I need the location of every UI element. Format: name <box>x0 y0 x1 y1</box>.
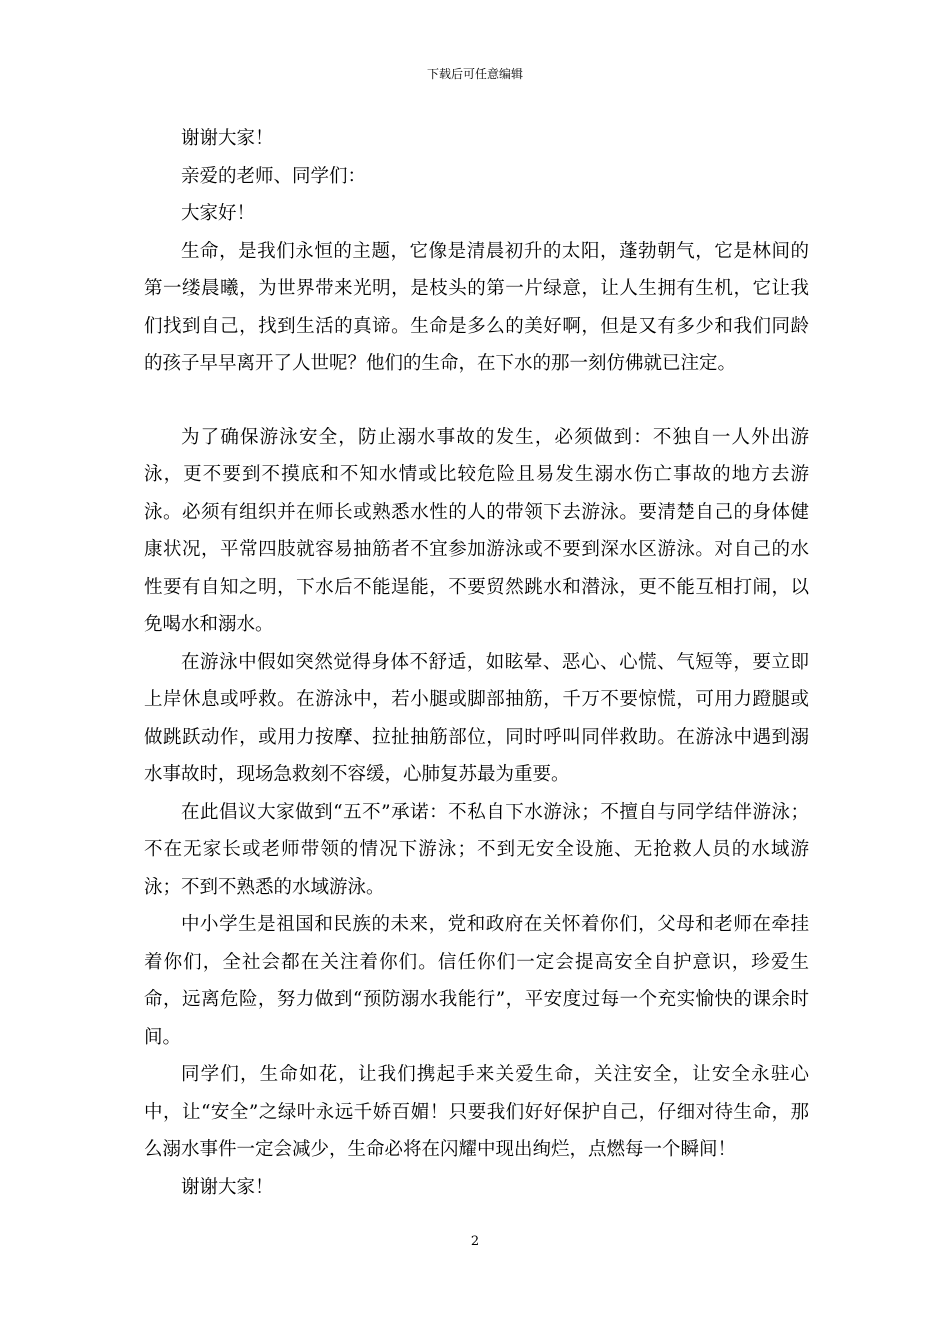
closing-thanks-previous: 谢谢大家！ <box>181 128 274 149</box>
closing-thanks: 谢谢大家！ <box>181 1176 274 1198</box>
page-header: 下载后可任意编辑 <box>426 67 523 81</box>
paragraph-swim-safety-rules: 为了确保游泳安全，防止溺水事故的发生，必须做到：不独自一人外出游泳，更不要到不摸底和不知水情或比较危险且易发生溺水伤亡事故的地方去游泳。必须有组织并在师长或熟悉水性的人的带领下去游泳。要清楚自己的身体健康状况，平常四肢就容易抽筋者不宜参加游泳或不要到深水区游泳。对自己的水性要有自知之明，下水后不能逞能，不要贸然跳水和潜泳，更不能互相打闹，以免喝水和溺水。 <box>144 426 809 635</box>
paragraph-life-theme: 生命，是我们永恒的主题，它像是清晨初升的太阳，蓬勃朝气，它是林间的第一缕晨曦，为世界带来光明，是枝头的第一片绿意，让人生拥有生机，它让我们找到自己，找到生活的真谛。生命是多么的美好啊，但是又有多少和我们同龄的孩子早早离开了人世呢？他们的生命，在下水的那一刻仿佛就已注定。 <box>144 240 809 374</box>
salutation: 亲爱的老师、同学们： <box>181 165 367 187</box>
page-number: 2 <box>470 1234 480 1249</box>
paragraph-students-future: 中小学生是祖国和民族的未来，党和政府在关怀着你们，父母和老师在牵挂着你们，全社会都在关注着你们。信任你们一定会提高安全自护意识，珍爱生命，远离危险，努力做到“预防溺水我能行”，平安度过每一个充实愉快的课余时间。 <box>144 914 809 1048</box>
paragraph-emergency-response: 在游泳中假如突然觉得身体不舒适，如眩晕、恶心、心慌、气短等，要立即上岸休息或呼救。在游泳中，若小腿或脚部抽筋，千万不要惊慌，可用力蹬腿或做跳跃动作，或用力按摩、拉扯抽筋部位，同时呼叫同伴救助。在游泳中遇到溺水事故时，现场急救刻不容缓，心肺复苏最为重要。 <box>144 651 809 785</box>
greeting: 大家好！ <box>181 203 256 224</box>
document-body <box>144 120 809 1206</box>
paragraph-call-to-action: 同学们，生命如花，让我们携起手来关爱生命，关注安全，让安全永驻心中，让“安全”之绿叶永远千娇百媚！只要我们好好保护自己，仔细对待生命，那么溺水事件一定会减少，生命必将在闪耀中现出绚烂，点燃每一个瞬间！ <box>144 1064 809 1160</box>
paragraph-five-nots-pledge: 在此倡议大家做到“五不”承诺：不私自下水游泳；不擅自与同学结伴游泳；不在无家长或老师带领的情况下游泳；不到无安全设施、无抢救人员的水域游泳；不到不熟悉的水域游泳。 <box>144 801 809 898</box>
